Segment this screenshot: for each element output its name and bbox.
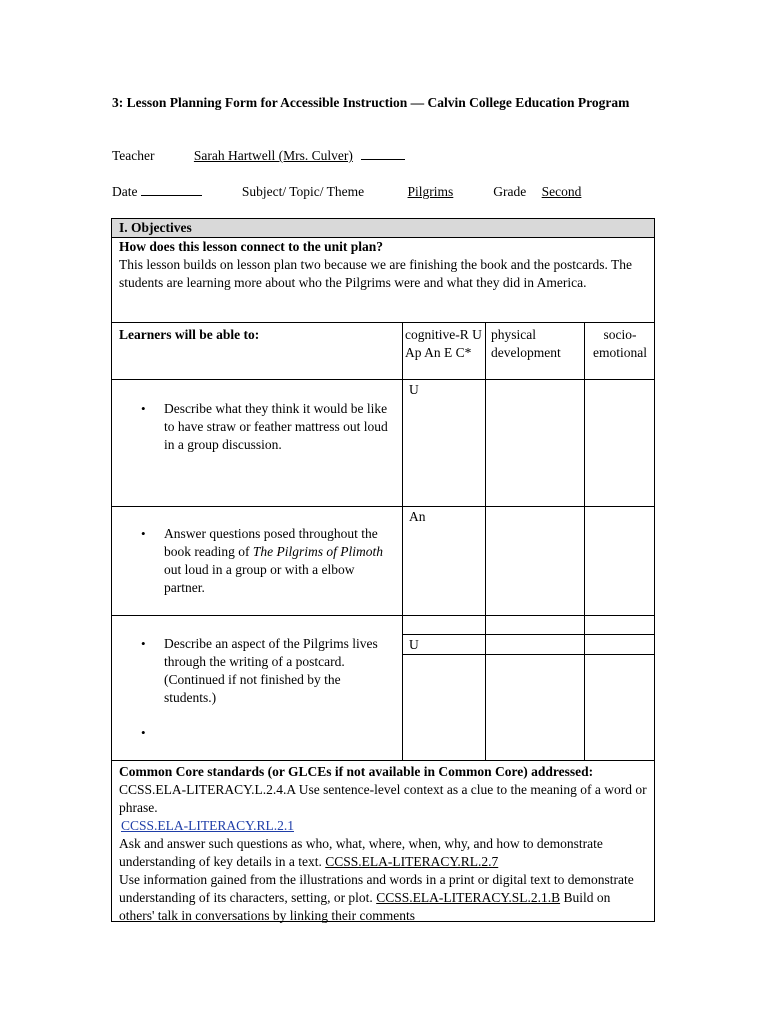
objectives-section-title: I. Objectives: [119, 220, 192, 235]
learners-column-header: Learners will be able to:: [119, 327, 260, 342]
teacher-label: Teacher: [112, 148, 155, 163]
grade-value: Second: [541, 184, 582, 199]
objective-2-cognitive: An: [409, 509, 426, 524]
standards-text-3: Use information gained from the illustrations and words in a print or digital text to demonstrate understanding of its characters, setting, or plot.: [119, 872, 634, 905]
date-label: Date: [112, 184, 138, 199]
socio-column-header: socio-emotional: [593, 327, 647, 360]
date-blank: [141, 182, 202, 196]
teacher-value: Sarah Hartwell (Mrs. Culver): [193, 148, 353, 163]
unit-plan-question: How does this lesson connect to the unit plan?: [119, 239, 384, 254]
date-line: [112, 182, 591, 201]
standard-link-2[interactable]: CCSS.ELA-LITERACY.RL.2.7: [325, 854, 499, 869]
subject-label: Subject/ Topic/ Theme: [241, 184, 365, 199]
bullet-icon: •: [141, 636, 146, 651]
book-title: The Pilgrims of Plimoth: [252, 544, 383, 559]
objective-2-text-after: out loud in a group or with a elbow partner.: [164, 562, 355, 595]
subject-value-field: [368, 184, 494, 199]
objective-2-text-before: Answer questions posed throughout the book reading of: [164, 526, 378, 559]
teacher-blank: [361, 146, 405, 160]
grade-label: Grade: [493, 184, 527, 199]
bullet-icon: •: [141, 526, 146, 541]
page-title: 3: Lesson Planning Form for Accessible Instruction — Calvin College Education Program: [112, 95, 630, 110]
standards-title: Common Core standards (or GLCEs if not available in Common Core) addressed:: [119, 764, 594, 779]
objectives-table: [111, 218, 655, 922]
standards-paragraph: [119, 835, 649, 925]
standard-link-3[interactable]: CCSS.ELA-LITERACY.SL.2.1.B: [376, 890, 561, 905]
objective-1-cognitive: U: [409, 382, 419, 397]
grade-value-field: [530, 184, 592, 199]
subject-value: Pilgrims: [407, 184, 454, 199]
teacher-line: [112, 146, 405, 165]
unit-plan-answer: This lesson builds on lesson plan two because we are finishing the book and the postcards. The students are learning more about who the Pilgrims were and what they did in America.: [119, 257, 633, 290]
standards-text-2: Ask and answer such questions as who, what, where, when, why, and how to demonstrate understanding of key details in a text.: [119, 836, 603, 869]
cognitive-column-header: cognitive-R U Ap An E C*: [405, 327, 482, 360]
objectives-header-fill: [112, 219, 654, 237]
physical-column-header: physical development: [491, 327, 561, 360]
objective-3-text: Describe an aspect of the Pilgrims lives through the writing of a postcard. (Continued if not finished by the students.): [164, 636, 378, 705]
standards-text-4: Build on others' talk in conversations by linking their comments: [119, 890, 611, 923]
objective-1-text: Describe what they think it would be like to have straw or feather mattress out loud in a group discussion.: [164, 401, 388, 452]
standard-link-1-text[interactable]: CCSS.ELA-LITERACY.RL.2.1: [121, 818, 295, 833]
objective-3-cognitive: U: [409, 637, 419, 652]
teacher-value-field: [158, 148, 359, 163]
bullet-icon: •: [141, 401, 146, 416]
bullet-icon: •: [141, 725, 146, 740]
objective-2-text: [164, 525, 396, 597]
standard-link-1[interactable]: [121, 817, 294, 835]
standards-line-1: CCSS.ELA-LITERACY.L.2.4.A Use sentence-level context as a clue to the meaning of a word or phrase.: [119, 782, 647, 815]
